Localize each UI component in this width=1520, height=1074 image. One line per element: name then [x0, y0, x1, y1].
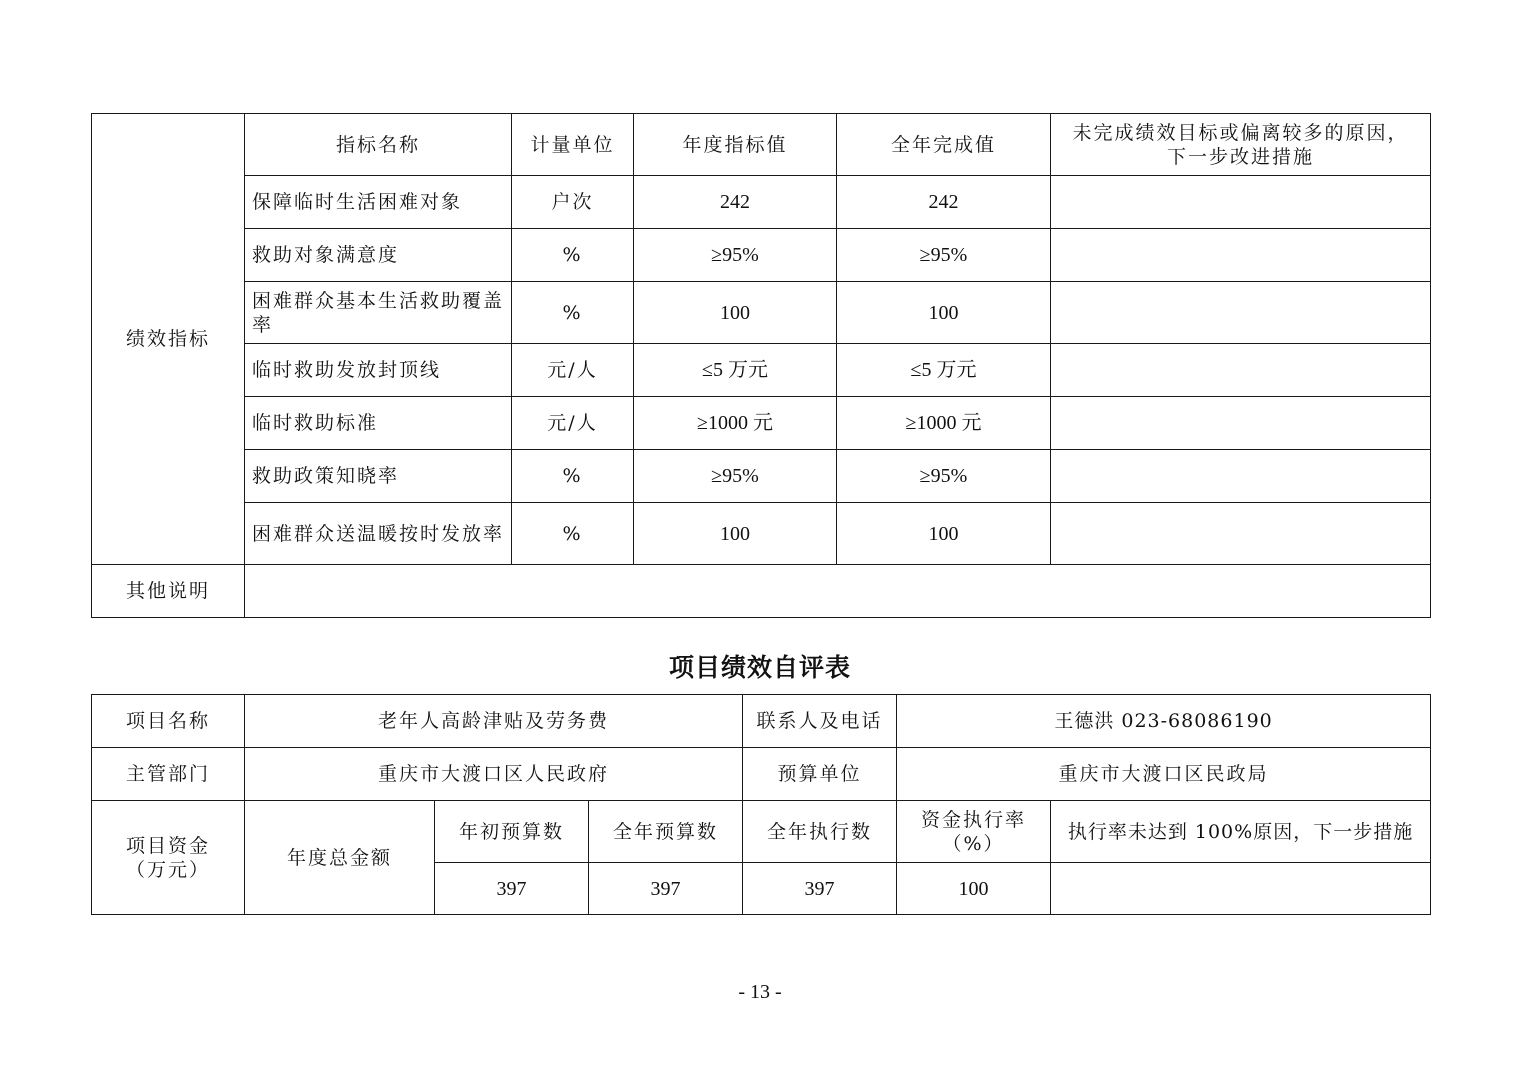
indicator-annual-target: ≥95% [634, 450, 837, 503]
indicator-reason [1051, 176, 1431, 229]
indicator-unit: % [512, 282, 634, 344]
header-unit: 计量单位 [512, 114, 634, 176]
indicator-name: 困难群众送温暖按时发放率 [245, 503, 512, 565]
indicator-annual-target: 100 [634, 282, 837, 344]
indicator-name: 临时救助发放封顶线 [245, 344, 512, 397]
budget-unit-label: 预算单位 [743, 748, 897, 801]
page-number: - 13 - [738, 981, 782, 1003]
full-year-executed-value: 397 [743, 863, 897, 915]
table-row [92, 503, 1431, 565]
contact-value: 王德洪 023-68086190 [897, 695, 1431, 748]
indicator-unit: 户次 [512, 176, 634, 229]
indicator-annual-actual: 100 [837, 503, 1051, 565]
indicator-reason [1051, 282, 1431, 344]
indicator-annual-actual: ≥95% [837, 450, 1051, 503]
indicator-unit: 元/人 [512, 397, 634, 450]
indicator-name: 临时救助标准 [245, 397, 512, 450]
header-indicator-name: 指标名称 [245, 114, 512, 176]
indicator-unit: % [512, 450, 634, 503]
indicator-annual-target: ≥95% [634, 229, 837, 282]
indicator-annual-target: 242 [634, 176, 837, 229]
indicator-name: 救助政策知晓率 [245, 450, 512, 503]
execution-reason-header: 执行率未达到 100%原因，下一步措施 [1051, 801, 1431, 863]
table-row [92, 344, 1431, 397]
header-reason: 未完成绩效目标或偏离较多的原因，下一步改进措施 [1051, 114, 1431, 176]
annual-total-label: 年度总金额 [245, 801, 435, 915]
project-name-value: 老年人高龄津贴及劳务费 [245, 695, 743, 748]
other-notes-label: 其他说明 [92, 565, 245, 618]
execution-rate-header: 资金执行率（%） [897, 801, 1051, 863]
evaluation-table-title: 项目绩效自评表 [668, 653, 851, 682]
indicator-annual-actual: ≤5 万元 [837, 344, 1051, 397]
table-row [92, 229, 1431, 282]
budget-unit-value: 重庆市大渡口区民政局 [897, 748, 1431, 801]
indicator-annual-target: ≤5 万元 [634, 344, 837, 397]
project-name-row [92, 695, 1431, 748]
indicator-group-label: 绩效指标 [92, 114, 245, 565]
department-row [92, 748, 1431, 801]
initial-budget-header: 年初预算数 [435, 801, 589, 863]
indicator-unit: % [512, 229, 634, 282]
indicator-annual-actual: 242 [837, 176, 1051, 229]
indicator-annual-actual: 100 [837, 282, 1051, 344]
funds-header-row [92, 801, 1431, 863]
execution-rate-value: 100 [897, 863, 1051, 915]
table-row [92, 176, 1431, 229]
indicator-unit: % [512, 503, 634, 565]
contact-label: 联系人及电话 [743, 695, 897, 748]
full-year-budget-value: 397 [589, 863, 743, 915]
indicator-reason [1051, 229, 1431, 282]
table-row [92, 450, 1431, 503]
indicator-reason [1051, 503, 1431, 565]
table-row [92, 282, 1431, 344]
full-year-budget-header: 全年预算数 [589, 801, 743, 863]
indicator-annual-target: 100 [634, 503, 837, 565]
initial-budget-value: 397 [435, 863, 589, 915]
indicator-name: 保障临时生活困难对象 [245, 176, 512, 229]
indicator-name: 救助对象满意度 [245, 229, 512, 282]
full-year-executed-header: 全年执行数 [743, 801, 897, 863]
project-self-evaluation-table [91, 694, 1431, 915]
header-annual-actual: 全年完成值 [837, 114, 1051, 176]
indicator-reason [1051, 344, 1431, 397]
department-value: 重庆市大渡口区人民政府 [245, 748, 743, 801]
execution-reason-value [1051, 863, 1431, 915]
indicator-annual-target: ≥1000 元 [634, 397, 837, 450]
other-notes-row [92, 565, 1431, 618]
other-notes-value [245, 565, 1431, 618]
department-label: 主管部门 [92, 748, 245, 801]
header-annual-target: 年度指标值 [634, 114, 837, 176]
indicator-name: 困难群众基本生活救助覆盖率 [245, 282, 512, 344]
project-name-label: 项目名称 [92, 695, 245, 748]
indicator-reason [1051, 450, 1431, 503]
project-funds-label: 项目资金（万元） [92, 801, 245, 915]
indicator-unit: 元/人 [512, 344, 634, 397]
indicator-reason [1051, 397, 1431, 450]
performance-indicator-table [91, 113, 1431, 618]
indicator-annual-actual: ≥95% [837, 229, 1051, 282]
indicator-annual-actual: ≥1000 元 [837, 397, 1051, 450]
performance-indicator-body [92, 114, 1431, 618]
table-header-row [92, 114, 1431, 176]
table-row [92, 397, 1431, 450]
